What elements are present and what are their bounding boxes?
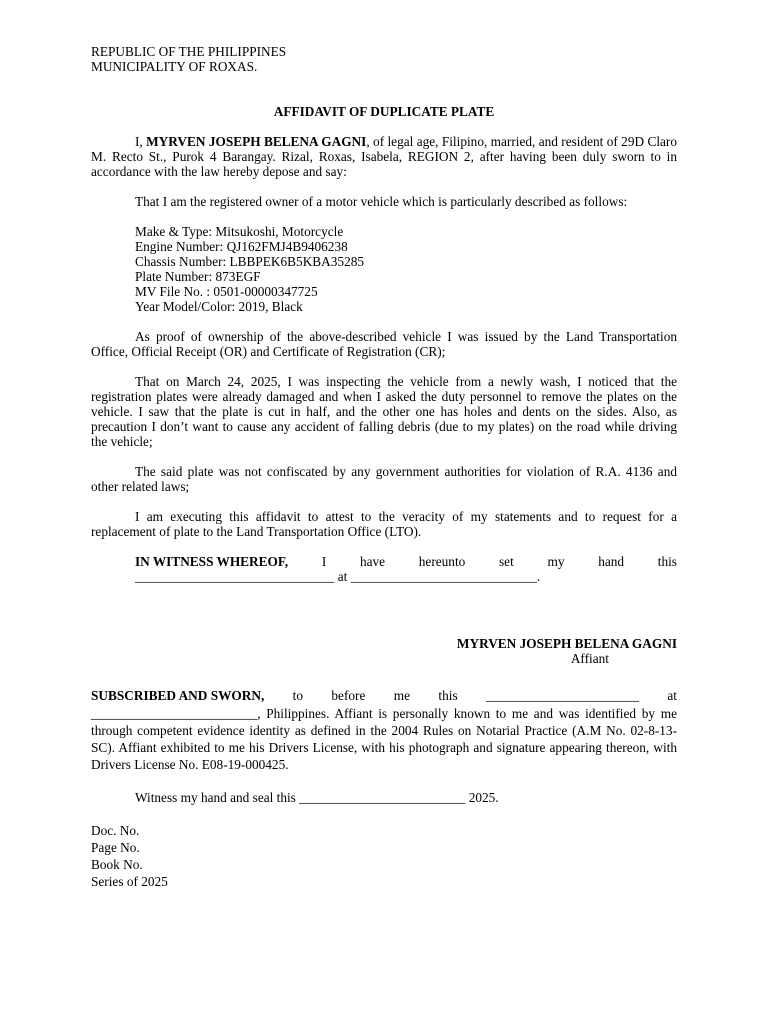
vehicle-mv-file: MV File No. : 0501-00000347725	[135, 284, 318, 299]
intro-paragraph	[91, 134, 677, 179]
affidavit-document	[91, 44, 677, 890]
witness-word: hereunto	[418, 554, 466, 569]
vehicle-details	[135, 224, 677, 314]
vehicle-engine-number: Engine Number: QJ162FMJ4B9406238	[135, 239, 348, 254]
incident-paragraph: That on March 24, 2025, I was inspecting the vehicle from a newly wash, I noticed that the registration plates were already damaged and when I asked the duty personnel to remove the plates on the vehicle. I saw that the plate is cut in half, and the other one has holes and dents on the sides. Also, as precaution I don’t want to cause any accident of falling debris (due to my plates) on the road while driving the vehicle;	[91, 374, 677, 449]
signature-role: Affiant	[570, 651, 609, 666]
subscribed-word: me	[393, 688, 411, 703]
witness-word: I	[321, 554, 327, 569]
owner-paragraph: That I am the registered owner of a motor vehicle which is particularly described as follows:	[135, 194, 628, 209]
intro-rest: , of legal age, Filipino, married, and resident of 29D Claro M. Recto St., Purok 4 Barangay. Rizal, Roxas, Isabela, REGION 2, after having been duly sworn to in accordance with the law hereby depose and say:	[91, 134, 677, 179]
page-no: Page No.	[91, 840, 140, 855]
notarial-refs	[91, 822, 677, 890]
subscribed-word: to	[292, 688, 304, 703]
vehicle-plate-number: Plate Number: 873EGF	[135, 269, 261, 284]
witness-word: my	[547, 554, 565, 569]
confiscated-paragraph: The said plate was not confiscated by any government authorities for violation of R.A. 4136 and other related laws;	[91, 464, 677, 494]
subscribed-line-1	[91, 688, 677, 703]
vehicle-year-color: Year Model/Color: 2019, Black	[135, 299, 303, 314]
proof-paragraph: As proof of ownership of the above-described vehicle I was issued by the Land Transportation Office, Official Receipt (OR) and Certificate of Registration (CR);	[91, 329, 677, 359]
witness-line-1	[91, 554, 677, 569]
subscribed-word: before	[331, 688, 366, 703]
affiant-name-inline: MYRVEN JOSEPH BELENA GAGNI	[146, 134, 367, 149]
subscribed-bold: SUBSCRIBED AND SWORN,	[91, 688, 265, 703]
vehicle-make-type: Make & Type: Mitsukoshi, Motorcycle	[135, 224, 344, 239]
subscribed-word: at	[667, 688, 677, 703]
signature-name: MYRVEN JOSEPH BELENA GAGNI	[456, 636, 677, 651]
header-republic: REPUBLIC OF THE PHILIPPINES	[91, 44, 287, 59]
witness-word: this	[657, 554, 677, 569]
subscribed-rest: _________________________, Philippines. Affiant is personally known to me and was identified by me through competent evidence identity as defined in the 2004 Rules on Notarial Practice (A.M No. 02-8-13-SC). Affiant exhibited to me his Drivers License, with his photograph and signature appearing thereon, with Drivers License No. E08-19-000425.	[91, 706, 677, 772]
witness-line-2: ______________________________ at ____________________________.	[135, 569, 541, 584]
witness-word: hand	[598, 554, 625, 569]
witness-seal-line: Witness my hand and seal this _________________________ 2025.	[135, 790, 499, 805]
subscribed-blank: _______________________	[486, 688, 639, 703]
witness-clause	[91, 554, 677, 584]
executing-paragraph: I am executing this affidavit to attest to the veracity of my statements and to request for a replacement of plate to the Land Transportation Office (LTO).	[91, 509, 677, 539]
series: Series of 2025	[91, 874, 168, 889]
doc-no: Doc. No.	[91, 823, 140, 838]
witness-word: have	[359, 554, 386, 569]
header-municipality: MUNICIPALITY OF ROXAS.	[91, 59, 258, 74]
subscribed-word: this	[438, 688, 458, 703]
vehicle-chassis-number: Chassis Number: LBBPEK6B5KBA35285	[135, 254, 365, 269]
document-title: AFFIDAVIT OF DUPLICATE PLATE	[273, 104, 495, 119]
witness-word: set	[499, 554, 514, 569]
subscribed-clause	[91, 688, 677, 773]
intro-prefix: I,	[135, 134, 147, 149]
witness-bold: IN WITNESS WHEREOF,	[135, 554, 289, 569]
book-no: Book No.	[91, 857, 143, 872]
